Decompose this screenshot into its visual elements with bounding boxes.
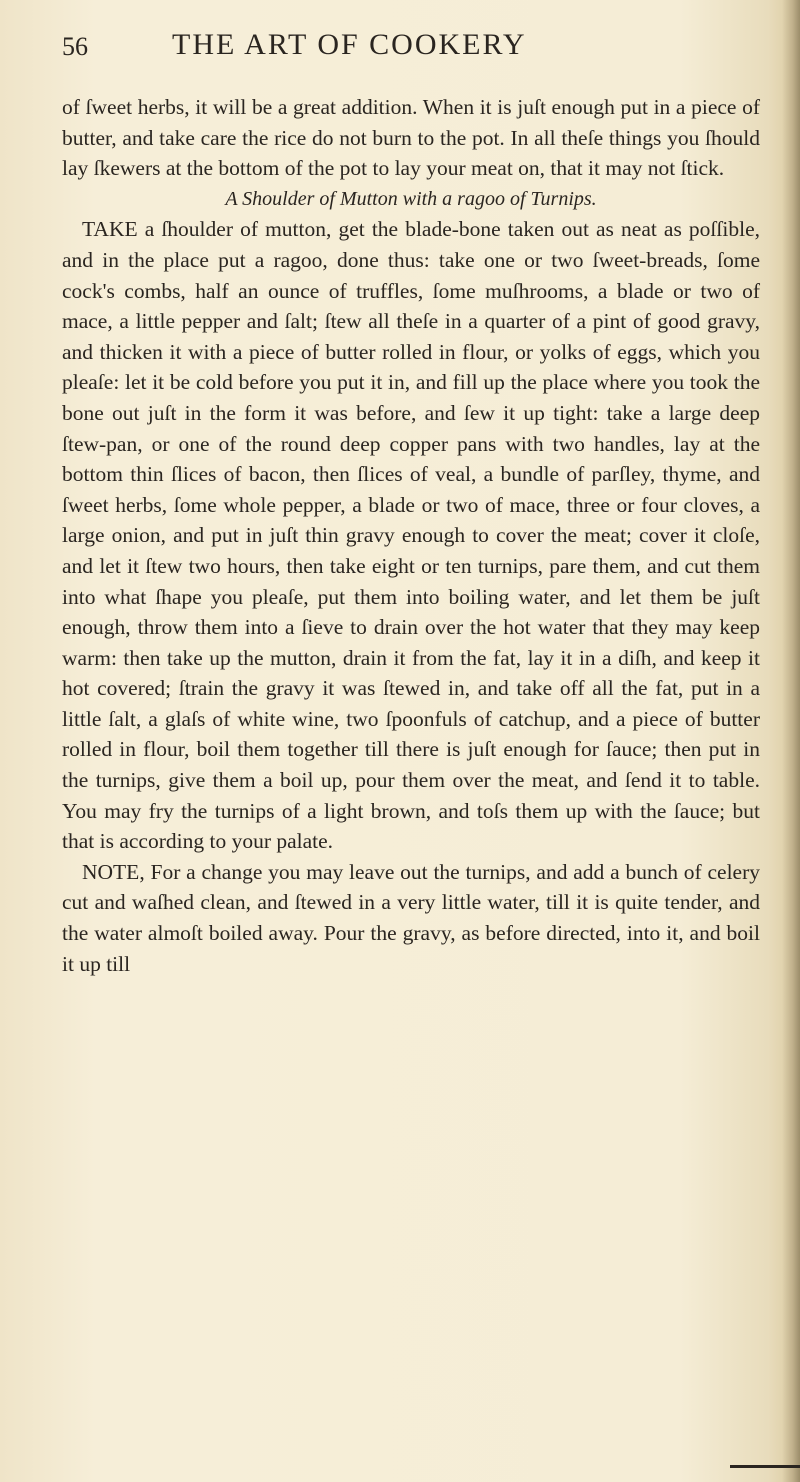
running-head: THE ART OF COOKERY	[172, 28, 527, 61]
page-number: 56	[62, 32, 88, 61]
intro-paragraph: of ſweet herbs, it will be a great addition. When it is juſt enough put in a piece of butter, and take care the rice do not burn to the pot. In all theſe things you ſhould lay ſkewers at the bottom of the pot to lay your meat on, that it may not ſtick.	[62, 95, 760, 181]
recipe-title: A Shoulder of Mutton with a ragoo of Turnips.	[225, 187, 597, 210]
page-header	[62, 22, 752, 72]
page-edge-shadow	[782, 0, 800, 1482]
page-corner-mark	[730, 1465, 800, 1468]
page-text	[62, 92, 760, 979]
note-paragraph: NOTE, For a change you may leave out the turnips, and add a bunch of celery cut and waſhed clean, and ſtewed in a very little water, till it is quite tender, and the water almoſt boiled away. Pour the gravy, as before directed, into it, and boil it up till	[62, 859, 760, 976]
recipe-paragraph: TAKE a ſhoulder of mutton, get the blade-bone taken out as neat as poſſible, and in the place put a ragoo, done thus: take one or two ſweet-breads, ſome cock's combs, half an ounce of truffles, ſome muſhrooms, a blade or two of mace, a little pepper and ſalt; ſtew all theſe in a quarter of a pint of good gravy, and thicken it with a piece of butter rolled in flour, or yolks of eggs, which you pleaſe: let it be cold before you put it in, and fill up the place where you took the bone out juſt in the form it was before, and ſew it up tight: take a large deep ſtew-pan, or one of the round deep copper pans with two handles, lay at the bottom thin ſlices of bacon, then ſlices of veal, a bundle of parſley, thyme, and ſweet herbs, ſome whole pepper, a blade or two of mace, three or four cloves, a large onion, and put in juſt thin gravy enough to cover the meat; cover it cloſe, and let it ſtew two hours, then take eight or ten turnips, pare them, and cut them into what ſhape you pleaſe, put them into boiling water, and let them be juſt enough, throw them into a ſieve to drain over the hot water that they may keep warm: then take up the mutton, drain it from the fat, lay it in a diſh, and keep it hot covered; ſtrain the gravy it was ſtewed in, and take off all the fat, put in a little ſalt, a glaſs of white wine, two ſpoonfuls of catchup, and a piece of butter rolled in flour, boil them together till there is juſt enough for ſauce; then put in the turnips, give them a boil up, pour them over the meat, and ſend it to table. You may fry the turnips of a light brown, and toſs them up with the ſauce; but that is according to your palate.	[62, 217, 760, 854]
